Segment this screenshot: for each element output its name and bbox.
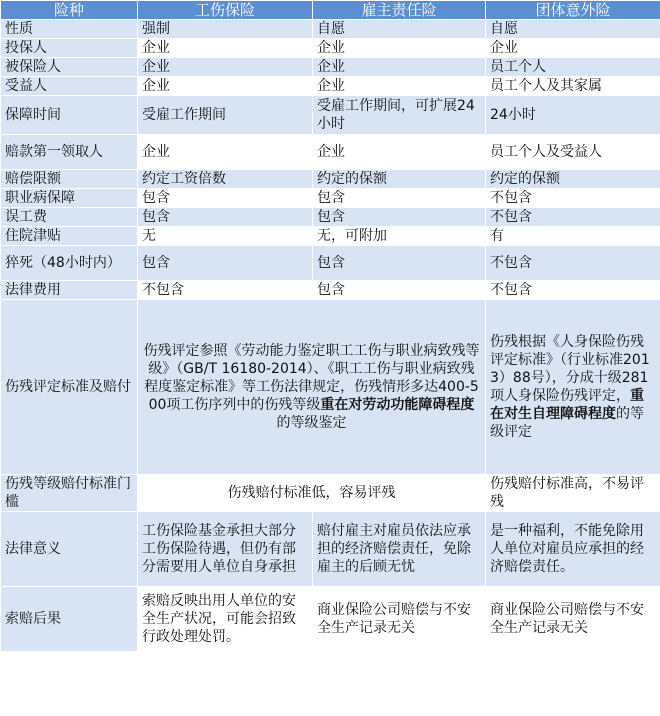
cell-employer-liability: 自愿 [313, 20, 486, 39]
cell-employer-liability: 受雇工作期间，可扩展24小时 [313, 96, 486, 135]
cell-employer-liability: 商业保险公司赔偿与不安全生产记录无关 [313, 587, 486, 652]
row-label: 住院津贴 [1, 227, 138, 246]
cell-employer-liability: 企业 [313, 58, 486, 77]
cell-group-accident: 有 [486, 227, 660, 246]
row-label: 被保险人 [1, 58, 138, 77]
cell-group-accident [486, 300, 660, 475]
table-row-legal [1, 512, 660, 587]
row-label: 索赔后果 [1, 587, 138, 652]
cell-group-accident: 商业保险公司赔偿与不安全生产记录无关 [486, 587, 660, 652]
cell-group-accident: 不包含 [486, 189, 660, 208]
row-label: 保障时间 [1, 96, 138, 135]
table-row-claim [1, 587, 660, 652]
disability-text-pre: 伤残评定参照《劳动能力鉴定职工工伤与职业病致残等级》（GB/T 16180-2014）、《职工工伤与职业病致残程度鉴定标准》等工伤法律规定，伤残情形多达400-500项工伤序列中的伤残等级 [143, 343, 480, 413]
cell-group-accident: 企业 [486, 39, 660, 58]
cell-work-injury: 包含 [138, 246, 313, 281]
table-row [1, 208, 660, 227]
cell-work-injury: 包含 [138, 189, 313, 208]
row-label: 性质 [1, 20, 138, 39]
cell-employer-liability: 包含 [313, 281, 486, 300]
row-label: 伤残等级赔付标准门槛 [1, 475, 138, 512]
row-label: 法律意义 [1, 512, 138, 587]
row-label: 法律费用 [1, 281, 138, 300]
cell-work-injury: 约定工资倍数 [138, 170, 313, 189]
cell-group-accident: 员工个人及受益人 [486, 135, 660, 170]
disability-text-emphasis: 重在对劳动功能障碍程度 [320, 397, 475, 413]
cell-group-accident: 24小时 [486, 96, 660, 135]
disability-text-post: 的等级鉴定 [276, 415, 347, 431]
cell-employer-liability: 企业 [313, 77, 486, 96]
cell-work-injury: 无 [138, 227, 313, 246]
header-group-accident: 团体意外险 [486, 1, 660, 20]
row-label: 赔款第一领取人 [1, 135, 138, 170]
header-row [1, 1, 660, 20]
disability-c3-pre: 伤残根据《人身保险伤残评定标准》（行业标准2013）88号），分成十级281项人身保险伤残评定， [490, 334, 650, 404]
cell-employer-liability: 包含 [313, 208, 486, 227]
cell-group-accident: 约定的保额 [486, 170, 660, 189]
row-label: 误工费 [1, 208, 138, 227]
cell-work-injury: 受雇工作期间 [138, 96, 313, 135]
cell-threshold-merged: 伤残赔付标准低，容易评残 [138, 475, 486, 512]
table-row [1, 189, 660, 208]
cell-work-injury: 强制 [138, 20, 313, 39]
row-label: 投保人 [1, 39, 138, 58]
cell-work-injury: 索赔反映出用人单位的安全生产状况，可能会招致行政处理处罚。 [138, 587, 313, 652]
table-row [1, 135, 660, 170]
cell-work-injury: 不包含 [138, 281, 313, 300]
cell-group-accident: 自愿 [486, 20, 660, 39]
table-row [1, 58, 660, 77]
cell-group-accident: 员工个人及其家属 [486, 77, 660, 96]
cell-work-injury: 企业 [138, 135, 313, 170]
cell-employer-liability: 无，可附加 [313, 227, 486, 246]
cell-employer-liability: 约定的保额 [313, 170, 486, 189]
table-row-threshold [1, 475, 660, 512]
table-row [1, 20, 660, 39]
header-employer-liability: 雇主责任险 [313, 1, 486, 20]
cell-work-injury: 包含 [138, 208, 313, 227]
cell-disability-merged [138, 300, 486, 475]
cell-work-injury: 工伤保险基金承担大部分工伤保险待遇，但仍有部分需要用人单位自身承担 [138, 512, 313, 587]
table-row [1, 39, 660, 58]
table-row [1, 227, 660, 246]
cell-group-accident: 是一种福利，不能免除用人单位对雇员应承担的经济赔偿责任。 [486, 512, 660, 587]
cell-employer-liability: 赔付雇主对雇员依法应承担的经济赔偿责任，免除雇主的后顾无忧 [313, 512, 486, 587]
header-insurance-type: 险种 [1, 1, 138, 20]
disability-c3-emphasis: 重在对生自理障碍程度 [490, 388, 644, 422]
row-label: 受益人 [1, 77, 138, 96]
cell-group-accident: 不包含 [486, 208, 660, 227]
disability-c3-post: 的等级评定 [490, 406, 644, 440]
table-row [1, 281, 660, 300]
table-row [1, 77, 660, 96]
cell-employer-liability: 企业 [313, 39, 486, 58]
cell-group-accident: 不包含 [486, 281, 660, 300]
cell-work-injury: 企业 [138, 58, 313, 77]
header-work-injury: 工伤保险 [138, 1, 313, 20]
cell-group-accident: 员工个人 [486, 58, 660, 77]
table-row [1, 96, 660, 135]
row-label: 职业病保障 [1, 189, 138, 208]
cell-group-accident: 不包含 [486, 246, 660, 281]
table-row-disability [1, 300, 660, 475]
cell-employer-liability: 企业 [313, 135, 486, 170]
row-label: 赔偿限额 [1, 170, 138, 189]
row-label: 伤残评定标准及赔付 [1, 300, 138, 475]
row-label: 猝死（48小时内） [1, 246, 138, 281]
cell-work-injury: 企业 [138, 39, 313, 58]
cell-work-injury: 企业 [138, 77, 313, 96]
cell-employer-liability: 包含 [313, 189, 486, 208]
cell-group-accident: 伤残赔付标准高，不易评残 [486, 475, 660, 512]
cell-employer-liability: 包含 [313, 246, 486, 281]
table-row [1, 246, 660, 281]
table-row [1, 170, 660, 189]
